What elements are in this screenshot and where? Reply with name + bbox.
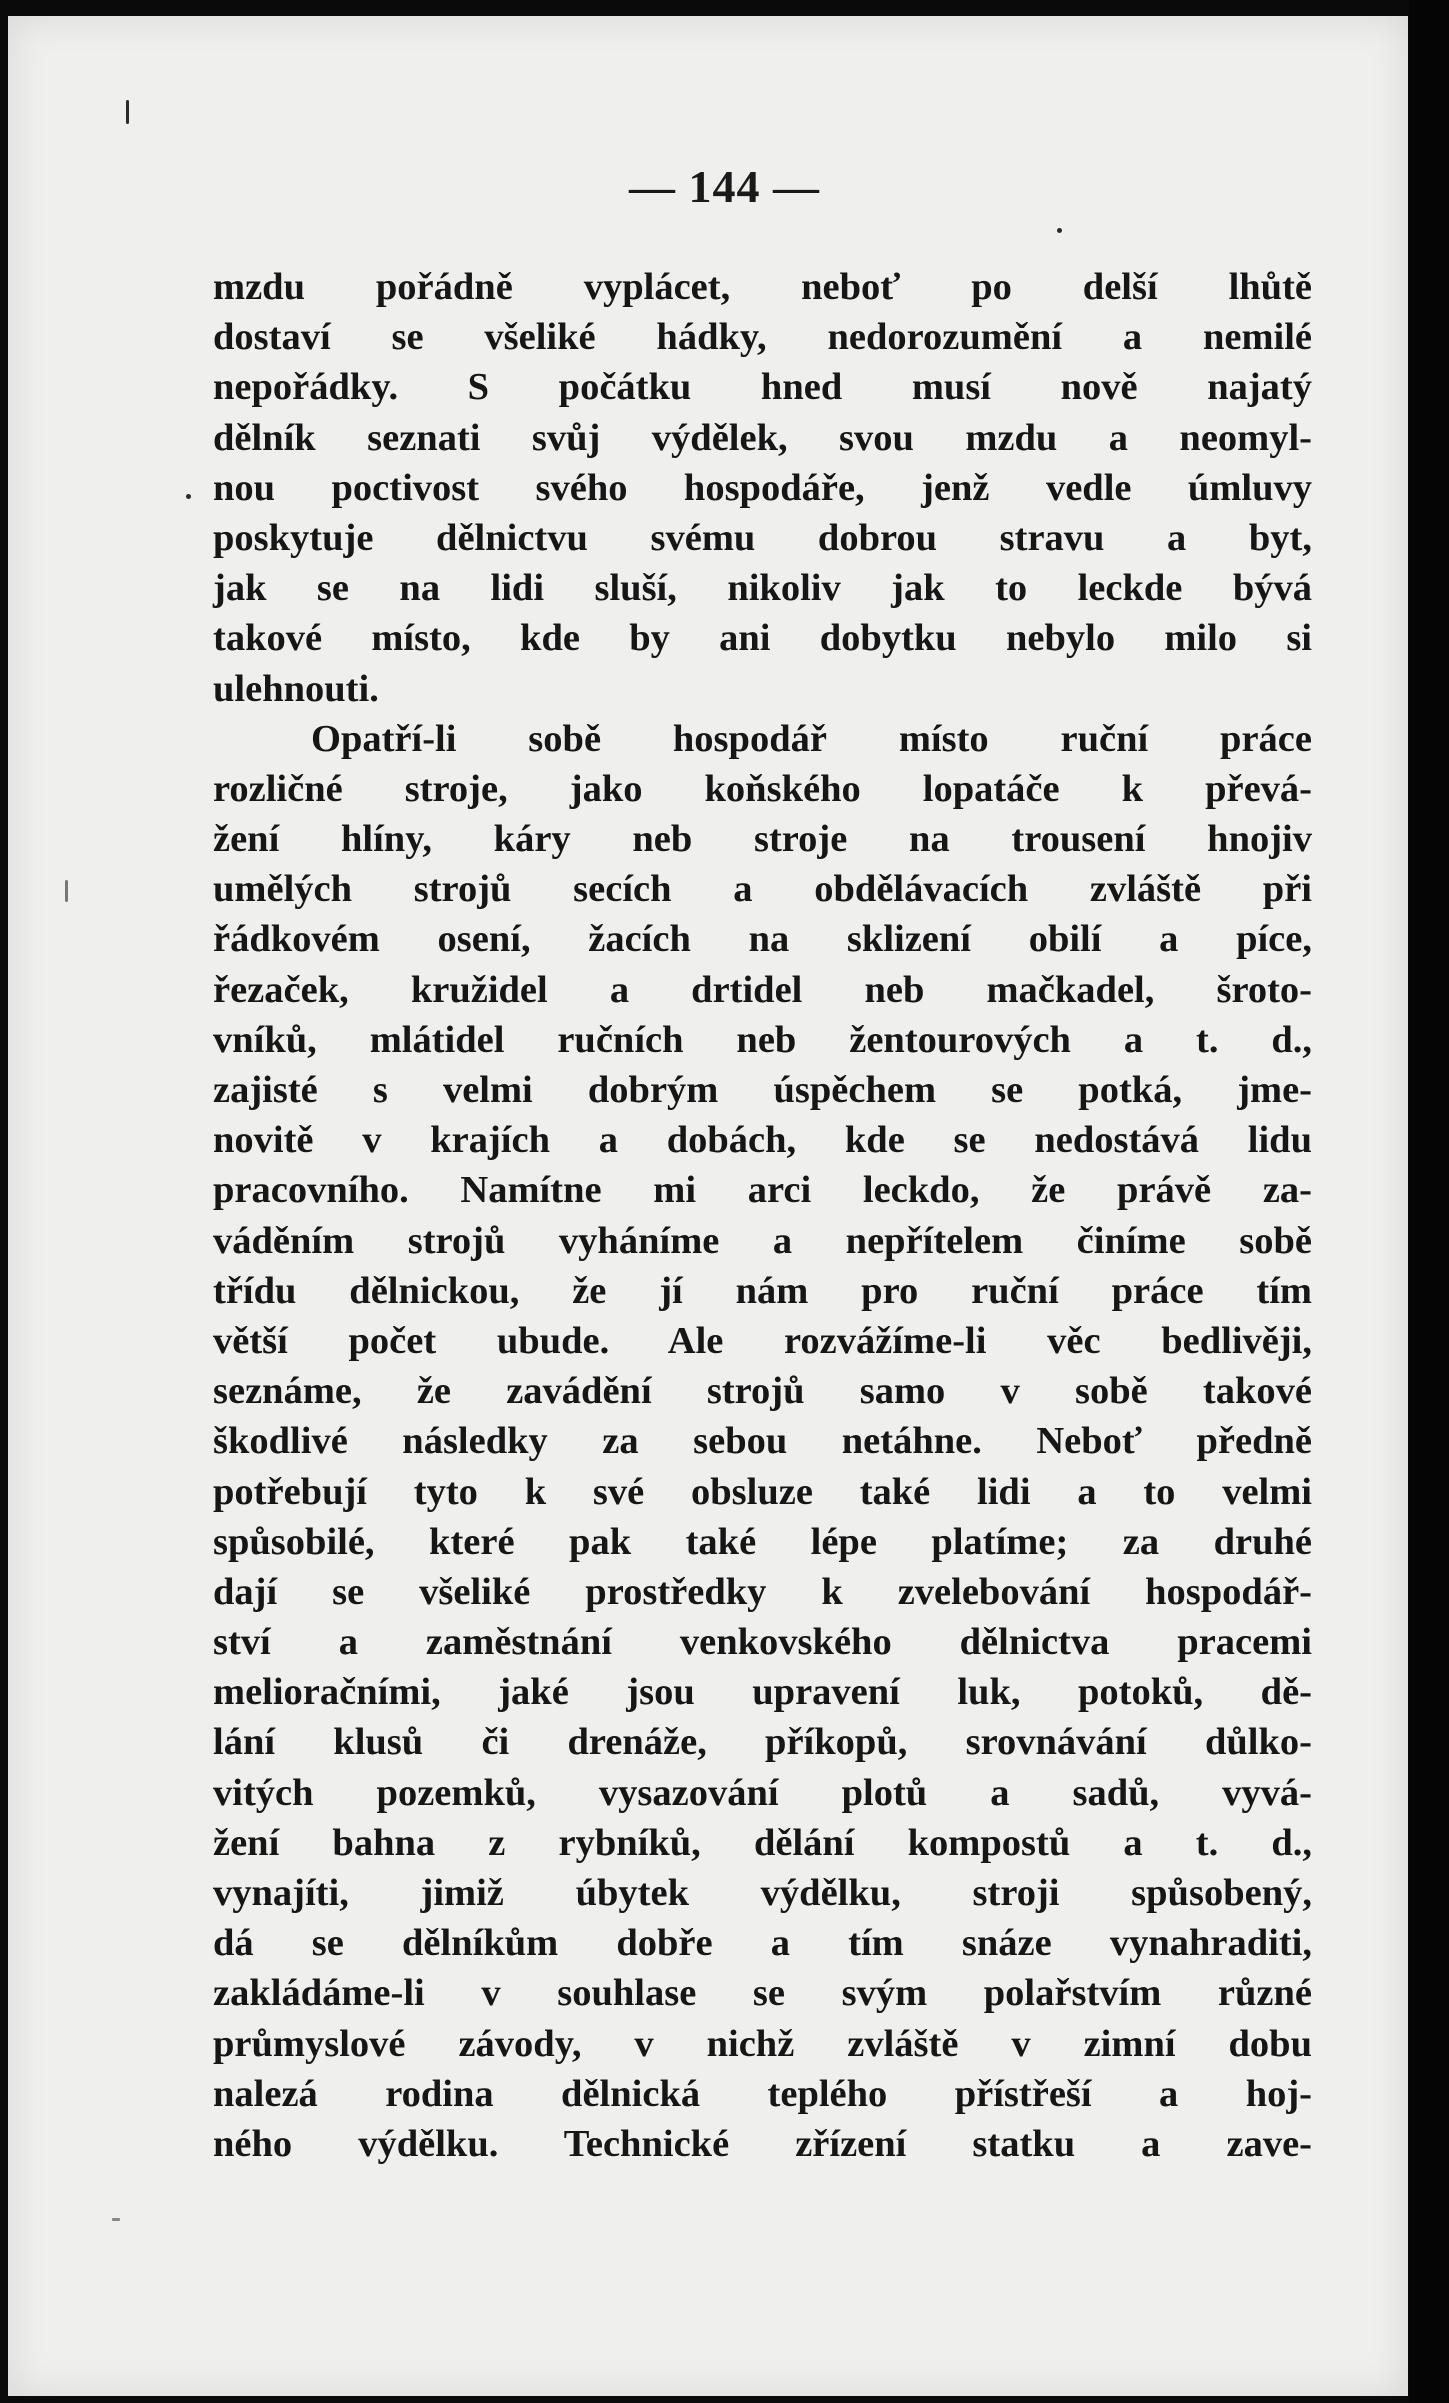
text-line: potřebují tyto k své obsluze také lidi a to velmi	[213, 1470, 1312, 1513]
text-line: větší počet ubude. Ale rozvážíme-li věc bedlivěji,	[213, 1319, 1312, 1362]
text-line: pracovního. Namítne mi arci leckdo, že právě za-	[213, 1169, 1312, 1212]
text-line: jak se na lidi sluší, nikoliv jak to leckde bývá	[213, 567, 1312, 610]
text-line: spůsobilé, které pak také lépe platíme; za druhé	[213, 1520, 1312, 1563]
text-line: rozličné stroje, jako koňského lopatáče k převá-	[213, 767, 1312, 810]
text-line: průmyslové závody, v nichž zvláště v zimní dobu	[213, 2022, 1312, 2065]
scan-speck	[186, 494, 191, 499]
text-line: umělých strojů secích a obdělávacích zvláště při	[213, 868, 1312, 911]
text-line: žení hlíny, káry neb stroje na trousení hnojiv	[213, 818, 1312, 861]
text-line: vynajíti, jimiž úbytek výdělku, stroji spůsobený,	[213, 1872, 1312, 1914]
text-line: ulehnouti.	[213, 667, 379, 710]
text-line: vitých pozemků, vysazování plotů a sadů, vyvá-	[213, 1771, 1312, 1814]
text-line: řezaček, kružidel a drtidel neb mačkadel, šroto-	[213, 968, 1312, 1011]
text-line: třídu dělnickou, že jí nám pro ruční práce tím	[213, 1269, 1312, 1312]
text-line: nalezá rodina dělnická teplého přístřeší a hoj-	[213, 2072, 1312, 2115]
scan-speck	[112, 2218, 120, 2221]
text-line: škodlivé následky za sebou netáhne. Neboť předně	[213, 1420, 1312, 1463]
text-line: řádkovém osení, žacích na sklizení obilí a píce,	[213, 918, 1312, 961]
text-line: žení bahna z rybníků, dělání kompostů a t. d.,	[213, 1821, 1312, 1864]
page-number: — 144 —	[629, 161, 820, 212]
scan-speck	[126, 100, 129, 124]
text-line: seznáme, že zavádění strojů samo v sobě takové	[213, 1370, 1312, 1413]
text-line: mzdu pořádně vyplácet, neboť po delší lhůtě	[213, 266, 1312, 308]
text-line: ného výdělku. Technické zřízení statku a zave-	[213, 2122, 1312, 2165]
text-line: nou poctivost svého hospodáře, jenž vedle úmluvy	[213, 466, 1312, 509]
text-line: novitě v krajích a dobách, kde se nedostává lidu	[213, 1119, 1312, 1162]
text-line: lání klusů či drenáže, příkopů, srovnávání důlko-	[213, 1721, 1312, 1764]
text-line: ství a zaměstnání venkovského dělnictva pracemi	[213, 1621, 1312, 1664]
text-line: melioračními, jaké jsou upravení luk, potoků, dě-	[213, 1671, 1312, 1714]
text-line: váděním strojů vyháníme a nepřítelem činíme sobě	[213, 1219, 1312, 1262]
scan-speck	[65, 880, 68, 902]
text-line: dělník seznati svůj výdělek, svou mzdu a neomyl-	[213, 416, 1312, 459]
text-line: dostaví se všeliké hádky, nedorozumění a nemilé	[213, 316, 1312, 359]
text-line: dá se dělníkům dobře a tím snáze vynahraditi,	[213, 1922, 1312, 1965]
text-line: vníků, mlátidel ručních neb žentourových a t. d.,	[213, 1018, 1312, 1061]
scan-speck	[1057, 228, 1062, 233]
page-body-text	[213, 262, 1312, 2169]
scan-edge-shadow	[1409, 0, 1449, 2403]
text-line: takové místo, kde by ani dobytku nebylo milo si	[213, 617, 1312, 660]
text-line: Opatří-li sobě hospodář místo ruční práce	[311, 717, 1312, 760]
text-line: zakládáme-li v souhlase se svým polařstvím různé	[213, 1972, 1312, 2015]
text-line: zajisté s velmi dobrým úspěchem se potká, jme-	[213, 1069, 1312, 1111]
text-line: poskytuje dělnictvu svému dobrou stravu a byt,	[213, 516, 1312, 559]
text-line: dají se všeliké prostředky k zvelebování hospodář-	[213, 1570, 1312, 1613]
text-line: nepořádky. S počátku hned musí nově najatý	[213, 366, 1312, 409]
